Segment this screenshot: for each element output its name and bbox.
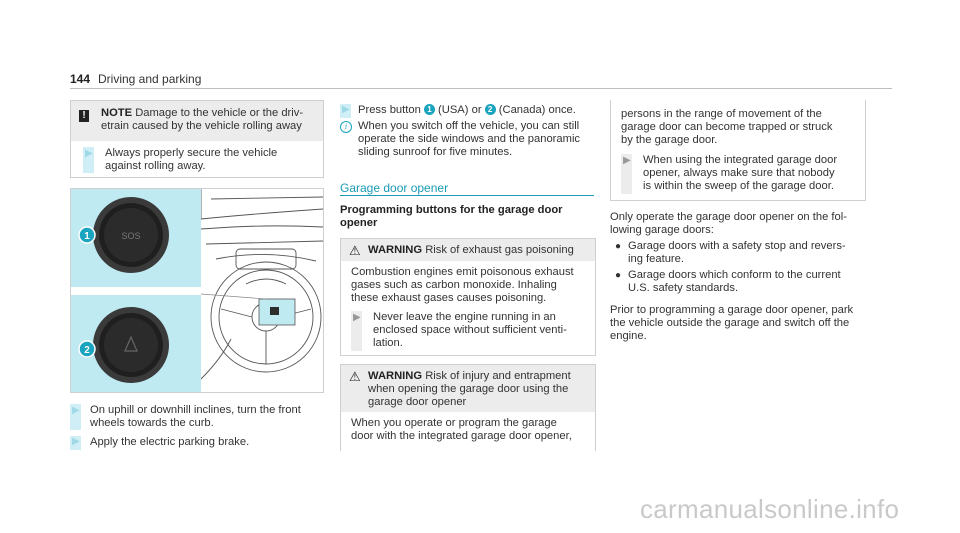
note-box: [70, 100, 324, 178]
bullet-2-line-1: Garage doors which conform to the current: [628, 269, 841, 281]
step-arrow-icon: ▶: [85, 148, 93, 159]
warning-2-step-line-3: is within the sweep of the garage door.: [643, 180, 834, 192]
figure-callout-1: 1: [84, 231, 90, 242]
warning-1-step: [373, 311, 589, 350]
note-text-line-1: Damage to the vehicle or the driv-: [135, 107, 304, 119]
press-button-step: [358, 104, 598, 117]
note-label: NOTE: [101, 107, 133, 119]
intro-line-2: lowing garage doors:: [610, 224, 714, 236]
step-arrow-icon: ▶: [72, 436, 80, 447]
step-arrow-icon: ▶: [342, 104, 350, 115]
warning-1-label: WARNING: [368, 244, 423, 256]
closing-paragraph: [610, 304, 880, 343]
note-text-line-2: etrain caused by the vehicle rolling away: [101, 120, 302, 132]
bullet-icon: ●: [615, 270, 622, 281]
warning-1-title: [368, 244, 574, 257]
section-title: Garage door opener: [340, 181, 449, 195]
note-step: [105, 147, 315, 173]
intro-paragraph: [610, 211, 870, 237]
step-1-line-1: On uphill or downhill inclines, turn the front: [90, 404, 301, 416]
warning-1-title-text: Risk of exhaust gas poisoning: [425, 244, 574, 256]
warning-2-title-line-1: Risk of injury and entrapment: [425, 370, 571, 382]
callout-1: 1: [424, 104, 435, 115]
warning-2-title-line-2: when opening the garage door using the: [368, 383, 569, 395]
figure-callout-2: 2: [84, 345, 90, 356]
bullet-1-line-1: Garage doors with a safety stop and revers-: [628, 240, 846, 252]
step-2: Apply the electric parking brake.: [90, 436, 250, 448]
warning-icon: ⚠: [349, 369, 361, 384]
warning-1-body: [351, 266, 591, 305]
warning-box-1: [340, 238, 596, 356]
dashboard-illustration: [71, 189, 323, 392]
intro-line-1: Only operate the garage door opener on the fol-: [610, 211, 847, 223]
warning-1-body-line-2: gases such as carbon monoxide. Inhaling: [351, 279, 557, 291]
watermark: carmanualsonline.info: [640, 494, 900, 524]
warning-2-cont-line-3: by the garage door.: [621, 134, 718, 146]
list-item: [610, 269, 870, 295]
subheading-line-1: Programming buttons for the garage door: [340, 204, 563, 216]
info-line-3: sliding sunroof for five minutes.: [358, 146, 513, 158]
header-divider: [70, 88, 892, 89]
warning-1-body-line-3: these exhaust gases causes poisoning.: [351, 292, 547, 304]
note-step-line-1: Always properly secure the vehicle: [105, 147, 278, 159]
warning-2-title: [368, 370, 590, 409]
warning-box-2: [340, 364, 596, 451]
note-step-line-2: against rolling away.: [105, 160, 206, 172]
warning-icon: ⚠: [349, 243, 361, 258]
step-arrow-icon: ▶: [72, 405, 80, 416]
warning-2-step-line-1: When using the integrated garage door: [643, 154, 838, 166]
list-item: [610, 240, 870, 266]
info-line-2: operate the side windows and the panoramic: [358, 133, 581, 145]
warning-2-label: WARNING: [368, 370, 423, 382]
step-arrow-icon: ▶: [353, 312, 361, 323]
warning-2-body: [351, 417, 591, 443]
info-icon: i: [340, 121, 352, 133]
warning-2-body-line-1: When you operate or program the garage: [351, 417, 557, 429]
dashboard-figure: [70, 188, 324, 393]
info-line-1: When you switch off the vehicle, you can still: [358, 120, 580, 132]
step-arrow-icon: ▶: [623, 155, 631, 166]
warning-2-cont-line-2: garage door can become trapped or struck: [621, 121, 833, 133]
info-text: [358, 120, 598, 159]
warning-1-body-line-1: Combustion engines emit poisonous exhaust: [351, 266, 574, 278]
warning-1-step-line-2: enclosed space without sufficient venti-: [373, 324, 567, 336]
warning-2-step-line-2: opener, always make sure that nobody: [643, 167, 835, 179]
closing-line-3: engine.: [610, 330, 647, 342]
closing-line-2: the vehicle outside the garage and switch off the: [610, 317, 850, 329]
subheading-line-2: opener: [340, 217, 378, 229]
press-text-3: (Canada) once.: [498, 104, 576, 116]
svg-text:SOS: SOS: [121, 231, 141, 241]
page-header-title: Driving and parking: [98, 72, 202, 86]
warning-2-cont-text: [621, 108, 861, 147]
warning-2-cont-line-1: persons in the range of movement of the: [621, 108, 822, 120]
closing-line-1: Prior to programming a garage door opener, park: [610, 304, 854, 316]
note-text: [101, 107, 319, 133]
bullet-2-line-2: U.S. safety standards.: [628, 282, 739, 294]
warning-1-step-line-3: lation.: [373, 337, 403, 349]
note-icon: !: [79, 110, 89, 122]
warning-2-step: [643, 154, 861, 193]
bullet-1-line-2: ing feature.: [628, 253, 684, 265]
warning-1-step-line-1: Never leave the engine running in an: [373, 311, 556, 323]
press-text-1: Press button: [358, 104, 421, 116]
step-1: [90, 404, 330, 430]
bullet-icon: ●: [615, 241, 622, 252]
callout-2: 2: [485, 104, 496, 115]
warning-2-title-line-3: garage door opener: [368, 396, 467, 408]
warning-box-2-continued: [610, 100, 866, 201]
section-divider: [340, 195, 594, 196]
subheading: [340, 204, 594, 230]
step-1-line-2: wheels towards the curb.: [90, 417, 214, 429]
warning-2-body-line-2: door with the integrated garage door opener,: [351, 430, 572, 442]
press-text-2: (USA) or: [438, 104, 482, 116]
page-number: 144: [70, 72, 91, 86]
bullet-list: [610, 240, 870, 295]
